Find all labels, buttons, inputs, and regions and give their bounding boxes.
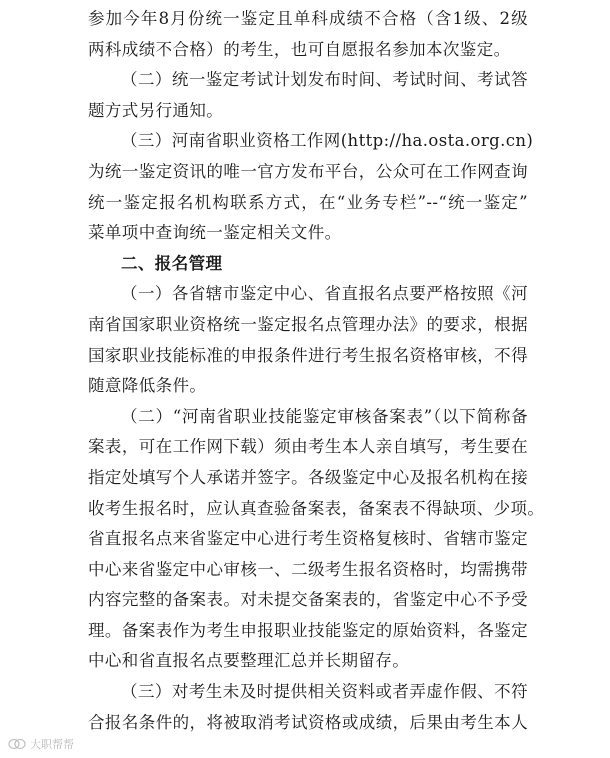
paragraph-line: 两科成绩不合格）的考生，也可自愿报名参加本次鉴定。 [88,39,511,59]
paragraph-line: 中心来省鉴定中心审核一、二级考生报名资格时，均需携带 [88,559,528,579]
paragraph-line: 随意降低条件。 [88,376,207,396]
section-heading: 二、报名管理 [121,253,223,273]
paragraph-line: （二）“河南省职业技能鉴定审核备案表”（以下简称备 [121,406,528,426]
paragraph-line: （三）对考生未及时提供相关资料或者弄虚作假、不符 [121,682,528,702]
paragraph-line: 省直报名点来省鉴定中心进行考生资格复核时、省辖市鉴定 [88,529,528,549]
paragraph-line: （二）统一鉴定考试计划发布时间、考试时间、考试答 [121,70,528,90]
paragraph-line: （一）各省辖市鉴定中心、省直报名点要严格按照《河 [121,284,528,304]
paragraph-line: （三）河南省职业资格工作网(http://ha.osta.org.cn) [121,131,534,151]
paragraph-line: 指定处填写个人承诺并签字。各级鉴定中心及报名机构在接 [88,467,528,487]
paragraph-line: 南省国家职业资格统一鉴定报名点管理办法》的要求，根据 [88,314,528,334]
document-page [88,4,545,738]
paragraph-line: 内容完整的备案表。对未提交备案表的，省鉴定中心不予受 [88,590,528,610]
paragraph-line: 理。备案表作为考生申报职业技能鉴定的原始资料，各鉴定 [88,620,528,640]
paragraph-line: 国家职业技能标准的申报条件进行考生报名资格审核，不得 [88,345,528,365]
paragraph-line: 统一鉴定报名机构联系方式，在“业务专栏”--“统一鉴定” [88,192,528,212]
paragraph-line: 菜单项中查询统一鉴定相关文件。 [88,223,342,243]
paragraph-line: 收考生报名时，应认真查验备案表，备案表不得缺项、少项。 [88,498,545,518]
watermark-text: 大职帮帮 [30,738,74,751]
paragraph-line: 合报名条件的，将被取消考试资格或成绩，后果由考生本人 [88,712,528,732]
paragraph-line: 题方式另行通知。 [88,100,224,120]
paragraph-line: 中心和省直报名点要整理汇总并长期留存。 [88,651,410,671]
paragraph-line: 为统一鉴定资讯的唯一官方发布平台，公众可在工作网查询 [88,161,528,181]
logo-icon [8,738,26,750]
paragraph-line: 案表，可在工作网下载）须由考生本人亲自填写，考生要在 [88,437,528,457]
watermark [8,736,74,752]
paragraph-line: 参加今年8月份统一鉴定且单科成绩不合格（含1级、2级 [88,9,528,28]
